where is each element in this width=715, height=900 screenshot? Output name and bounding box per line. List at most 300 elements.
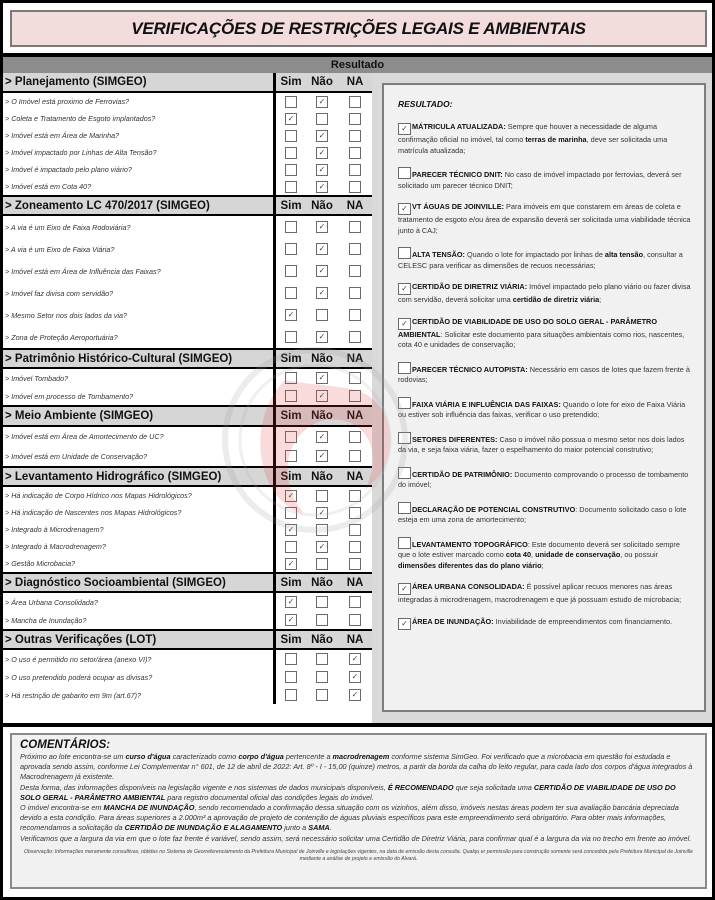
section-title: > Patrimônio Histórico-Cultural (SIMGEO) <box>3 350 276 367</box>
checkbox-nao[interactable] <box>316 614 328 626</box>
cell-sim <box>276 446 306 466</box>
result-item-title: CERTIDÃO DE VIABILIDADE DE USO DO SOLO GERAL - PARÂMETRO AMBIENTAL <box>398 316 657 339</box>
checkbox-nao[interactable] <box>316 507 328 519</box>
section-header <box>3 73 372 93</box>
result-item-title: PARECER TÉCNICO AUTOPISTA: <box>412 364 528 374</box>
checkbox-sim[interactable] <box>285 287 297 299</box>
question-label: > Coleta e Tratamento de Esgoto implantados? <box>3 110 276 127</box>
cell-na <box>338 387 372 405</box>
cell-nao <box>306 110 338 127</box>
question-label: > Há indicação de Corpo Hídrico nos Mapas Hidrológicos? <box>3 487 276 504</box>
question-label: > Imóvel Tombado? <box>3 369 276 387</box>
result-item <box>398 502 692 526</box>
cell-sim <box>276 216 306 238</box>
result-item <box>398 122 692 156</box>
checkbox-na[interactable] <box>349 287 361 299</box>
cell-na <box>338 487 372 504</box>
result-item <box>398 582 692 606</box>
cell-nao <box>306 178 338 195</box>
result-item-title: SETORES DIFERENTES: <box>412 434 498 444</box>
checkbox-na[interactable] <box>349 450 361 462</box>
text-run: , consultar a CELESC para verificar as dimensões de recuos necessárias; <box>398 250 683 270</box>
checkbox-sim[interactable] <box>285 541 297 553</box>
result-checkbox[interactable] <box>398 362 411 374</box>
cell-sim <box>276 521 306 538</box>
result-item-title: ALTA TENSÃO: <box>412 250 465 259</box>
checklist-row <box>3 161 372 178</box>
question-label: > Há restrição de gabarito em 9m (art.67)? <box>3 686 276 704</box>
section-title: > Planejamento (SIMGEO) <box>3 73 276 91</box>
check-icon: ✓ <box>318 391 326 400</box>
checkbox-na[interactable] <box>349 96 361 108</box>
cell-na <box>338 260 372 282</box>
question-label: > O uso pretendido poderá ocupar as divisas? <box>3 668 276 686</box>
result-item-title: ÁREA URBANA CONSOLIDADA: <box>412 582 525 591</box>
checklist-row <box>3 504 372 521</box>
question-label: > Zona de Proteção Aeroportuária? <box>3 326 276 348</box>
check-icon: ✓ <box>318 181 326 191</box>
section-header <box>3 572 372 593</box>
checkbox-nao[interactable] <box>316 331 328 343</box>
column-sim: Sim <box>280 576 302 589</box>
column-na: NA <box>346 352 364 365</box>
column-nao: Não <box>311 199 333 212</box>
comment-paragraph <box>20 752 697 783</box>
checkbox-na[interactable] <box>349 147 361 159</box>
text-run: É possível aplicar recuos menores nas áreas integradas à microdrenagem, macrodrenagem e que já possuam estudo de microbacia; <box>398 582 682 604</box>
cell-na <box>338 521 372 538</box>
checklist-section <box>3 572 372 629</box>
check-icon: ✓ <box>318 147 326 157</box>
check-icon: ✓ <box>287 310 295 319</box>
cell-na <box>338 504 372 521</box>
cell-sim <box>276 161 306 178</box>
text-run: , deve ser solicitada uma matrícula atualizada; <box>398 135 668 155</box>
checkbox-nao[interactable] <box>316 541 328 553</box>
check-icon: ✓ <box>318 541 326 551</box>
question-label: > A via é um Eixo de Faixa Rodoviária? <box>3 216 276 238</box>
checkbox-sim[interactable] <box>285 243 297 255</box>
checkbox-sim[interactable] <box>285 431 297 443</box>
column-na: NA <box>346 633 364 646</box>
checklist-row <box>3 387 372 405</box>
check-icon: ✓ <box>318 222 326 231</box>
check-icon: ✓ <box>318 431 326 441</box>
cell-nao <box>306 161 338 178</box>
bold-text: unidade de conservação <box>535 550 621 559</box>
cell-sim <box>276 127 306 144</box>
text-run: que seja solicitada uma <box>453 782 534 792</box>
title-box <box>10 10 707 47</box>
cell-sim <box>276 304 306 326</box>
question-label: > Gestão Microbacia? <box>3 555 276 572</box>
check-icon: ✓ <box>401 284 408 293</box>
result-checkbox[interactable] <box>398 397 411 409</box>
checkbox-na[interactable] <box>349 221 361 233</box>
result-checkbox[interactable] <box>398 618 411 630</box>
cell-sim <box>276 144 306 161</box>
result-item-title: CERTIDÃO DE DIRETRIZ VIÁRIA: <box>412 282 528 291</box>
text-run: junto a <box>282 823 309 833</box>
column-nao: Não <box>311 470 333 483</box>
check-icon: ✓ <box>287 113 295 123</box>
checkbox-sim[interactable] <box>285 614 297 626</box>
checkbox-na[interactable] <box>349 490 361 502</box>
check-icon: ✓ <box>318 373 326 382</box>
checkbox-na[interactable] <box>349 596 361 608</box>
cell-na <box>338 282 372 304</box>
check-icon: ✓ <box>318 507 326 517</box>
cell-na <box>338 127 372 144</box>
bold-text: SAMA <box>308 823 330 833</box>
checkbox-na[interactable] <box>349 181 361 193</box>
checkbox-nao[interactable] <box>316 524 328 536</box>
check-icon: ✓ <box>318 332 326 341</box>
result-checkbox[interactable] <box>398 432 411 444</box>
check-icon: ✓ <box>401 584 408 593</box>
checkbox-sim[interactable] <box>285 221 297 233</box>
text-run: : Solicitar este documento para situações ambientais como rios, nascentes, cota 40 e unidades de conservação; <box>398 329 685 349</box>
column-na: NA <box>346 410 364 422</box>
checklist-table <box>0 73 372 723</box>
check-icon: ✓ <box>287 524 295 534</box>
checkbox-sim[interactable] <box>285 96 297 108</box>
checkbox-nao[interactable] <box>316 390 328 402</box>
bold-text: curso d'água <box>125 752 171 761</box>
check-icon: ✓ <box>287 615 295 624</box>
checklist-row <box>3 611 372 629</box>
checkbox-sim[interactable] <box>285 113 297 125</box>
result-bar <box>0 57 715 73</box>
bold-text: MANCHA DE INUNDAÇÃO <box>103 803 195 813</box>
checklist-row <box>3 127 372 144</box>
bold-text: alta tensão <box>604 250 644 259</box>
bold-text: É RECOMENDADO <box>387 782 454 792</box>
result-checkbox[interactable] <box>398 123 411 135</box>
checklist-section <box>3 73 372 195</box>
checklist-row <box>3 369 372 387</box>
text-run: conforme sistema SimGeo. Foi verificado que a microbacia em questão foi estudada e aprovada sendo assim, conforme Lei Complementar n° 601, de 12 de abril de 2022: Art. 8º - I - 15,00 (quinze) metros, a partir da borda da calha do leito regular, para cada lado dos corpos d'água integrados à Macrodrenagem já existente. <box>20 752 693 782</box>
checkbox-nao[interactable] <box>316 309 328 321</box>
cell-sim <box>276 650 306 668</box>
checklist-section <box>3 348 372 405</box>
checkbox-na[interactable] <box>349 507 361 519</box>
checkbox-nao[interactable] <box>316 596 328 608</box>
checkbox-nao[interactable] <box>316 96 328 108</box>
result-item <box>398 617 692 630</box>
question-label: > Imóvel está em Unidade de Conservação? <box>3 446 276 466</box>
section-title: > Outras Verificações (LOT) <box>3 631 276 648</box>
question-label: > Imóvel impactado por Linhas de Alta Tensão? <box>3 144 276 161</box>
text-run: Caso o imóvel não possua o mesmo setor nos dois lados da via, e seja faixa viária, fazer o espelhamento do maior potencial construtivo; <box>398 434 685 454</box>
check-icon: ✓ <box>287 597 295 606</box>
checkbox-sim[interactable] <box>285 558 297 570</box>
cell-na <box>338 93 372 110</box>
cell-sim <box>276 538 306 555</box>
checkbox-nao[interactable] <box>316 164 328 176</box>
checkbox-sim[interactable] <box>285 596 297 608</box>
checkbox-nao[interactable] <box>316 653 328 665</box>
text-run: Necessário em casos de lotes que fazem frente à rodovias; <box>398 364 690 384</box>
result-checkbox[interactable] <box>398 537 411 549</box>
checkbox-nao[interactable] <box>316 372 328 384</box>
result-checkbox[interactable] <box>398 583 411 595</box>
comment-paragraph <box>20 803 697 834</box>
section-title: > Zoneamento LC 470/2017 (SIMGEO) <box>3 197 276 214</box>
text-run: Documento comprovando o processo de tombamento do imóvel; <box>398 469 689 489</box>
checkbox-sim[interactable] <box>285 265 297 277</box>
checkbox-sim[interactable] <box>285 181 297 193</box>
column-na: NA <box>346 199 364 212</box>
checkbox-sim[interactable] <box>285 671 297 683</box>
result-checkbox[interactable] <box>398 247 411 259</box>
checkbox-na[interactable] <box>349 372 361 384</box>
section-title: > Meio Ambiente (SIMGEO) <box>3 407 276 425</box>
checkbox-na[interactable] <box>349 541 361 553</box>
check-icon: ✓ <box>351 672 359 681</box>
cell-sim <box>276 427 306 446</box>
cell-na <box>338 304 372 326</box>
check-icon: ✓ <box>351 654 359 663</box>
checklist-row <box>3 521 372 538</box>
check-icon: ✓ <box>287 490 295 500</box>
result-item <box>398 432 692 456</box>
text-run: : Este documento deverá ser solicitado sempre que o lote estiver marcado como <box>398 539 680 559</box>
checklist-row <box>3 427 372 446</box>
checkbox-nao[interactable] <box>316 671 328 683</box>
question-label: > Imóvel faz divisa com servidão? <box>3 282 276 304</box>
checkbox-nao[interactable] <box>316 431 328 443</box>
column-nao: Não <box>311 410 333 422</box>
result-checkbox[interactable] <box>398 318 411 330</box>
checkbox-na[interactable] <box>349 243 361 255</box>
checkbox-nao[interactable] <box>316 181 328 193</box>
text-run: O imóvel encontra-se em <box>20 803 104 813</box>
question-label: > Imóvel está em Área de Amortecimento de UC? <box>3 427 276 446</box>
question-label: > Mesmo Setor nos dois lados da via? <box>3 304 276 326</box>
cell-sim <box>276 668 306 686</box>
bold-text: dimensões diferentes das do plano viário <box>398 560 542 570</box>
checkbox-sim[interactable] <box>285 309 297 321</box>
cell-nao <box>306 538 338 555</box>
question-label: > Há indicação de Nascentes nos Mapas Hidrológicos? <box>3 504 276 521</box>
cell-sim <box>276 369 306 387</box>
cell-na <box>338 593 372 611</box>
question-label: > O uso é permitido no setor/área (anexo VI)? <box>3 650 276 668</box>
result-item <box>398 317 692 351</box>
text-run: Sempre que houver a necessidade de alguma confirmação oficial no imóvel, tal como <box>398 122 658 144</box>
comments-section <box>0 723 715 900</box>
question-label: > O Imóvel está proximo de Ferrovias? <box>3 93 276 110</box>
text-run: para registro documental oficial das condições legais do imóvel. <box>165 792 374 802</box>
checkbox-na[interactable] <box>349 390 361 402</box>
cell-sim <box>276 260 306 282</box>
question-label: > Área Urbana Consolidada? <box>3 593 276 611</box>
result-item-title: CERTIDÃO DE PATRIMÔNIO: <box>412 469 513 479</box>
cell-sim <box>276 326 306 348</box>
checkbox-sim[interactable] <box>285 490 297 502</box>
result-checkbox[interactable] <box>398 502 411 514</box>
cell-nao <box>306 127 338 144</box>
cell-nao <box>306 504 338 521</box>
question-label: > Imóvel em processo de Tombamento? <box>3 387 276 405</box>
cell-nao <box>306 555 338 572</box>
cell-na <box>338 555 372 572</box>
checkbox-nao[interactable] <box>316 243 328 255</box>
checkbox-sim[interactable] <box>285 130 297 142</box>
checkbox-sim[interactable] <box>285 507 297 519</box>
checkbox-nao[interactable] <box>316 287 328 299</box>
check-icon: ✓ <box>318 96 326 106</box>
result-item <box>398 537 692 572</box>
checklist-row <box>3 555 372 572</box>
checkbox-sim[interactable] <box>285 372 297 384</box>
checkbox-na[interactable] <box>349 653 361 665</box>
checklist-section <box>3 466 372 572</box>
cell-na <box>338 668 372 686</box>
text-run: Verificamos que a largura da via em que o lote faz frente é variável, sendo assim, será necessário solicitar uma Certidão de Diretriz Viária, para confirmar qual é a largura da via no trecho em frente ao imóvel. <box>20 833 692 843</box>
checkbox-nao[interactable] <box>316 113 328 125</box>
column-sim: Sim <box>280 410 302 422</box>
checklist-row <box>3 446 372 466</box>
result-bar-label: Resultado <box>330 59 385 71</box>
checkbox-sim[interactable] <box>285 689 297 701</box>
checkbox-nao[interactable] <box>316 558 328 570</box>
cell-na <box>338 427 372 446</box>
result-checkbox[interactable] <box>398 283 411 295</box>
checkbox-nao[interactable] <box>316 689 328 701</box>
text-run: : Documento solicitado caso o lote esteja em uma zona de amortecimento; <box>398 504 687 524</box>
checkbox-nao[interactable] <box>316 147 328 159</box>
comments-box <box>10 733 707 889</box>
cell-nao <box>306 650 338 668</box>
text-run: , sendo recomendado a confirmação dessa situação com os vizinhos, além disso, imóveis nestas áreas podem ter sua avaliação bancária depreciada devido a esta condição. Para áreas superiores a 2.000m² a aprovação de projeto de contenção de águas pluviais específicos para este empreendimento será obrigatório. Para obter mais informações, recomendamos a solicitação da <box>20 803 679 833</box>
cell-na <box>338 446 372 466</box>
bold-text: cota 40 <box>505 550 532 559</box>
checkbox-nao[interactable] <box>316 130 328 142</box>
cell-nao <box>306 93 338 110</box>
checkbox-sim[interactable] <box>285 653 297 665</box>
checkbox-na[interactable] <box>349 431 361 443</box>
result-checkbox[interactable] <box>398 203 411 215</box>
cell-nao <box>306 282 338 304</box>
checkbox-nao[interactable] <box>316 490 328 502</box>
checkbox-na[interactable] <box>349 130 361 142</box>
comments-heading: COMENTÁRIOS: <box>20 739 111 751</box>
section-header <box>3 405 372 427</box>
cell-na <box>338 238 372 260</box>
cell-na <box>338 178 372 195</box>
column-na: NA <box>346 76 364 88</box>
result-checkbox[interactable] <box>398 467 411 479</box>
checkbox-sim[interactable] <box>285 164 297 176</box>
bold-text: terras de marinha <box>525 135 587 144</box>
checkbox-na[interactable] <box>349 558 361 570</box>
checkbox-na[interactable] <box>349 265 361 277</box>
checkbox-na[interactable] <box>349 689 361 701</box>
checkbox-na[interactable] <box>349 164 361 176</box>
section-header <box>3 629 372 650</box>
question-label: > Imóvel está em Área de Marinha? <box>3 127 276 144</box>
check-icon: ✓ <box>401 318 408 328</box>
cell-sim <box>276 93 306 110</box>
result-item <box>398 282 692 306</box>
result-heading: RESULTADO: <box>398 99 453 109</box>
result-checkbox[interactable] <box>398 167 411 179</box>
text-run: ; <box>599 295 602 304</box>
check-icon: ✓ <box>318 288 326 297</box>
column-sim: Sim <box>280 470 302 483</box>
cell-sim <box>276 387 306 405</box>
cell-nao <box>306 611 338 629</box>
cell-sim <box>276 555 306 572</box>
cell-sim <box>276 504 306 521</box>
check-icon: ✓ <box>318 244 326 253</box>
checkbox-sim[interactable] <box>285 390 297 402</box>
check-icon: ✓ <box>318 451 326 460</box>
checkbox-na[interactable] <box>349 331 361 343</box>
checkbox-na[interactable] <box>349 614 361 626</box>
cell-nao <box>306 593 338 611</box>
comment-paragraph <box>20 783 697 803</box>
check-icon: ✓ <box>318 164 326 174</box>
result-item <box>398 167 692 191</box>
question-label: > Integrado à Macrodrenagem? <box>3 538 276 555</box>
checkbox-na[interactable] <box>349 671 361 683</box>
cell-na <box>338 144 372 161</box>
cell-nao <box>306 446 338 466</box>
checklist-section <box>3 405 372 466</box>
checklist-row <box>3 93 372 110</box>
checkbox-na[interactable] <box>349 524 361 536</box>
column-sim: Sim <box>280 633 302 646</box>
section-header <box>3 348 372 369</box>
bold-text: macrodrenagem <box>332 752 390 761</box>
checkbox-sim[interactable] <box>285 147 297 159</box>
cell-nao <box>306 144 338 161</box>
checkbox-nao[interactable] <box>316 221 328 233</box>
checkbox-sim[interactable] <box>285 450 297 462</box>
cell-nao <box>306 238 338 260</box>
checkbox-sim[interactable] <box>285 524 297 536</box>
checkbox-nao[interactable] <box>316 265 328 277</box>
cell-nao <box>306 369 338 387</box>
cell-nao <box>306 387 338 405</box>
cell-sim <box>276 593 306 611</box>
checkbox-nao[interactable] <box>316 450 328 462</box>
text-run: , <box>531 550 536 559</box>
checklist-section <box>3 629 372 704</box>
check-icon: ✓ <box>401 204 408 213</box>
result-item-title: ÁREA DE INUNDAÇÃO: <box>412 616 494 626</box>
section-title: > Levantamento Hidrográfico (SIMGEO) <box>3 468 276 485</box>
check-icon: ✓ <box>318 266 326 275</box>
result-item-title: LEVANTAMENTO TOPOGRÁFICO <box>412 539 528 549</box>
checkbox-na[interactable] <box>349 309 361 321</box>
text-run: Quando o lote for impactado por linhas de <box>464 250 605 259</box>
text-run: caracterizado como <box>170 752 239 761</box>
check-icon: ✓ <box>318 130 326 140</box>
text-run: Desta forma, das informações disponíveis na legislação vigente e nos sistemas de dados municipais disponíveis, <box>20 782 388 792</box>
column-sim: Sim <box>280 352 302 365</box>
checkbox-sim[interactable] <box>285 331 297 343</box>
section-title: > Diagnóstico Socioambiental (SIMGEO) <box>3 574 276 591</box>
checklist-row <box>3 304 372 326</box>
cell-sim <box>276 178 306 195</box>
cell-nao <box>306 668 338 686</box>
checklist-row <box>3 686 372 704</box>
checkbox-na[interactable] <box>349 113 361 125</box>
